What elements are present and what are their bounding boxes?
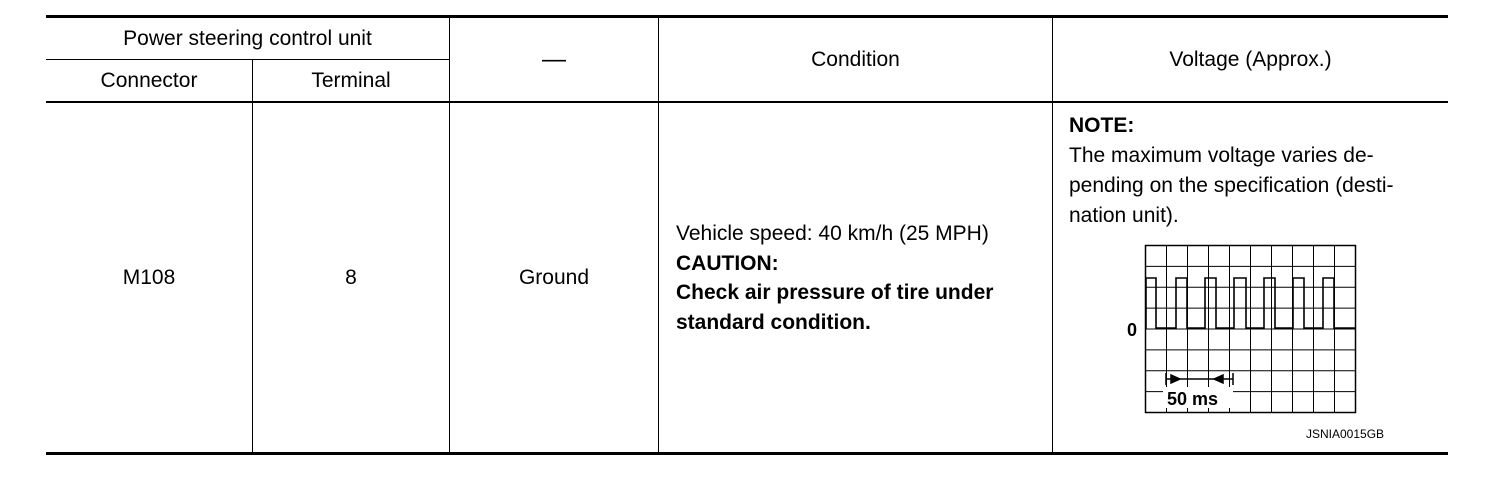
header-voltage: Voltage (Approx.) — [1169, 48, 1332, 71]
header-connector: Connector — [100, 69, 198, 92]
row-terminal: 8 — [345, 266, 357, 289]
time-scale-marker — [1166, 373, 1233, 385]
caution-line-1: Check air pressure of tire under — [676, 281, 994, 304]
caution-line-2: standard condition. — [676, 310, 871, 334]
time-scale-label: 50 ms — [1167, 389, 1219, 409]
zero-level-label: 0 — [1127, 320, 1138, 340]
note-line-2: pending on the specification (desti- — [1069, 174, 1394, 197]
caution-label: CAUTION: — [676, 251, 779, 275]
note-line-3: nation unit). — [1069, 204, 1179, 227]
row-ground: Ground — [518, 266, 590, 289]
header-condition: Condition — [811, 48, 900, 71]
figure-id: JSNIA0015GB — [1306, 427, 1385, 441]
header-group-label: Power steering control unit — [123, 27, 372, 50]
condition-line: Vehicle speed: 40 km/h (25 MPH) — [676, 222, 989, 245]
row-connector: M108 — [122, 266, 176, 289]
header-dash: — — [542, 45, 566, 73]
header-terminal: Terminal — [311, 69, 391, 92]
note-label: NOTE: — [1069, 114, 1135, 137]
note-line-1: The maximum voltage varies de- — [1069, 144, 1374, 167]
